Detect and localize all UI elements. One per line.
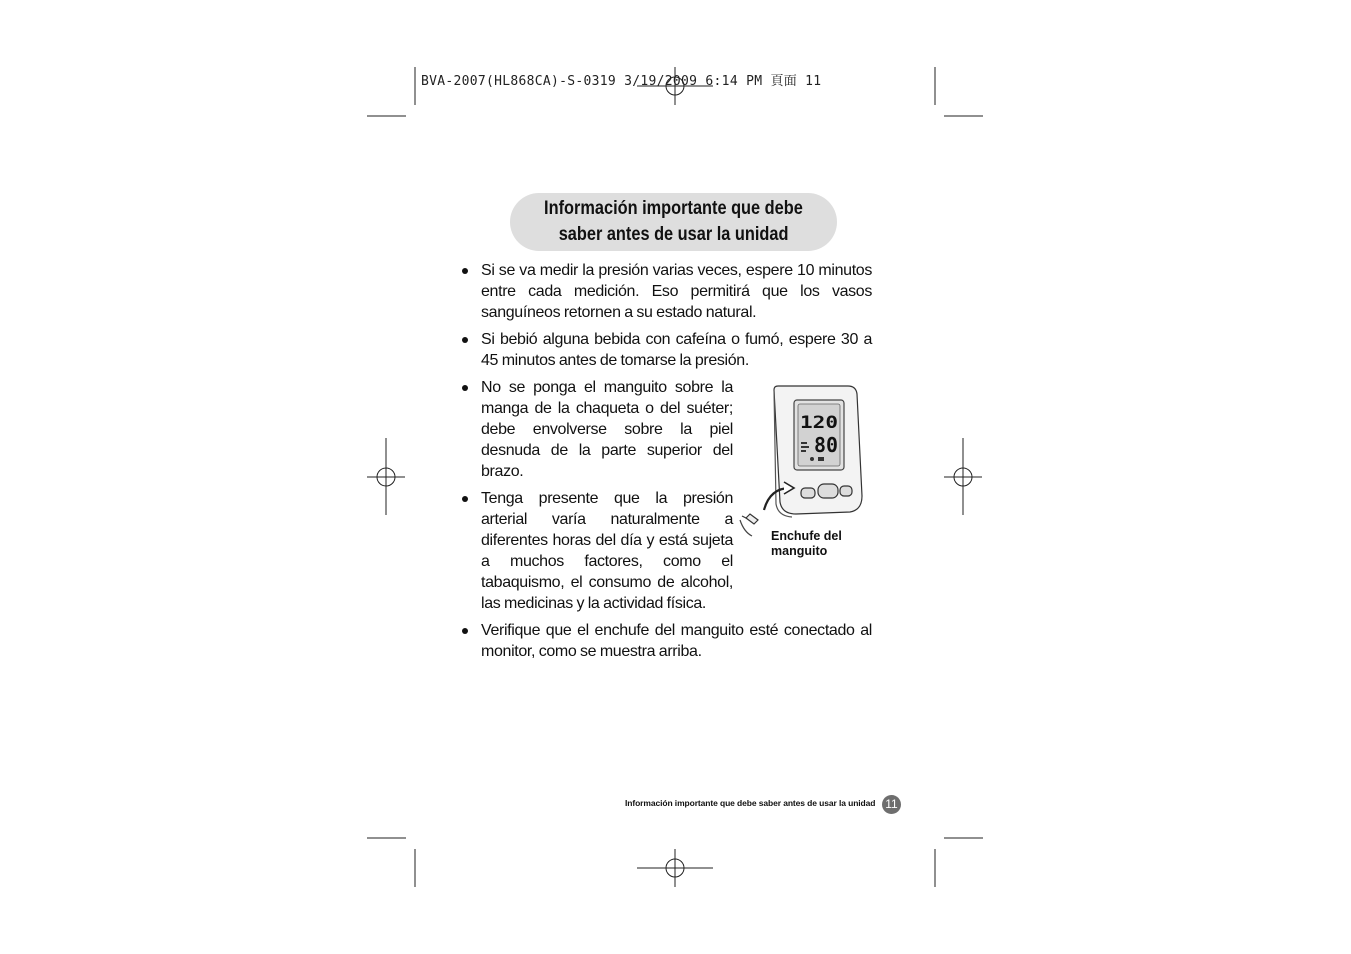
list-item-text: Si bebió alguna bebida con cafeína o fumó, espere 30 a 45 minutos antes de tomarse la presión. xyxy=(481,331,872,369)
list-item-text: Verifique que el enchufe del manguito esté conectado al monitor, como se muestra arriba. xyxy=(481,622,872,660)
section-title xyxy=(510,193,837,251)
bullet-icon xyxy=(462,496,468,502)
section-title-line-2: saber antes de usar la unidad xyxy=(558,224,789,245)
list-item-text: Si se va medir la presión varias veces, espere 10 minutos entre cada medición. Eso permitirá que los vasos sanguíneos retornen a su estado natural. xyxy=(481,262,872,321)
bullet-icon xyxy=(462,337,468,343)
display-systolic: 120 xyxy=(800,413,838,433)
list-item xyxy=(458,620,872,662)
figure-caption-line-2: manguito xyxy=(771,544,828,558)
page-number-badge: 11 xyxy=(882,795,901,814)
list-item xyxy=(458,377,733,482)
display-diastolic: 80 xyxy=(814,433,838,457)
section-title-line-1: Información importante que debe xyxy=(544,198,803,219)
figure-caption xyxy=(771,529,842,559)
list-item xyxy=(458,260,872,323)
print-slug: BVA-2007(HL868CA)-S-0319 3/19/2009 6:14 PM 頁面 11 xyxy=(421,74,822,89)
bullet-icon xyxy=(462,268,468,274)
list-item xyxy=(458,329,872,371)
list-item xyxy=(458,488,733,614)
list-item-text: Tenga presente que la presión arterial varía naturalmente a diferentes horas del día y está sujeta a muchos factores, como el tabaquismo, el consumo de alcohol, las medicinas y la actividad física. xyxy=(481,490,733,612)
figure-caption-line-1: Enchufe del xyxy=(771,529,842,543)
list-item-text: No se ponga el manguito sobre la manga de la chaqueta o del suéter; debe envolverse sobre la piel desnuda de la parte superior del brazo. xyxy=(481,379,733,480)
bullet-icon xyxy=(462,385,468,391)
running-footer: Información importante que debe saber antes de usar la unidad xyxy=(625,798,876,808)
bullet-icon xyxy=(462,628,468,634)
